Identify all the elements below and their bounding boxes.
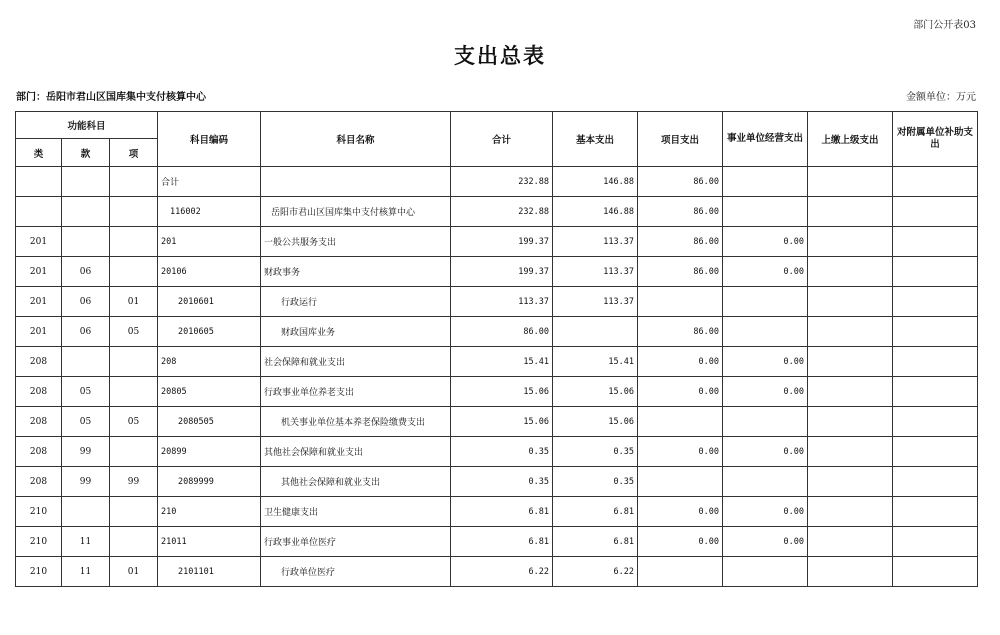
cell-code: 20106: [158, 257, 261, 287]
cell-code: 2089999: [158, 467, 261, 497]
cell-total: 15.41: [451, 347, 553, 377]
cell-basic: 113.37: [553, 257, 638, 287]
table-row: [16, 227, 978, 257]
cell-xiang: [110, 437, 158, 467]
table-row: [16, 407, 978, 437]
amount-unit-label: 金额单位：万元: [906, 92, 976, 103]
cell-total: 199.37: [451, 227, 553, 257]
cell-lei: 210: [16, 497, 62, 527]
cell-basic: 113.37: [553, 227, 638, 257]
cell-basic: [553, 317, 638, 347]
cell-total: 232.88: [451, 197, 553, 227]
cell-code: 2080505: [158, 407, 261, 437]
cell-lei: 208: [16, 407, 62, 437]
table-row: [16, 467, 978, 497]
cell-kuan: [62, 197, 110, 227]
cell-total: 15.06: [451, 407, 553, 437]
cell-operating: [723, 557, 808, 587]
cell-code: 20805: [158, 377, 261, 407]
cell-kuan: 06: [62, 287, 110, 317]
cell-operating: 0.00: [723, 347, 808, 377]
table-row: [16, 377, 978, 407]
cell-lei: 208: [16, 377, 62, 407]
cell-upper: [808, 467, 893, 497]
cell-kuan: 11: [62, 527, 110, 557]
header-upper: 上缴上级支出: [808, 112, 893, 167]
cell-operating: [723, 317, 808, 347]
cell-project: [638, 467, 723, 497]
cell-basic: 0.35: [553, 467, 638, 497]
cell-subsidiary: [893, 557, 978, 587]
table-row: [16, 497, 978, 527]
cell-project: 86.00: [638, 167, 723, 197]
cell-upper: [808, 197, 893, 227]
cell-project: 0.00: [638, 347, 723, 377]
cell-kuan: 06: [62, 257, 110, 287]
cell-kuan: [62, 347, 110, 377]
cell-name: 其他社会保障和就业支出: [261, 467, 451, 497]
cell-operating: [723, 287, 808, 317]
cell-basic: 113.37: [553, 287, 638, 317]
cell-kuan: 06: [62, 317, 110, 347]
cell-xiang: 99: [110, 467, 158, 497]
cell-total: 6.22: [451, 557, 553, 587]
cell-basic: 15.06: [553, 407, 638, 437]
cell-upper: [808, 347, 893, 377]
table-row: [16, 167, 978, 197]
cell-subsidiary: [893, 287, 978, 317]
cell-xiang: [110, 347, 158, 377]
cell-total: 15.06: [451, 377, 553, 407]
header-total: 合计: [451, 112, 553, 167]
cell-basic: 146.88: [553, 167, 638, 197]
table-row: [16, 317, 978, 347]
cell-kuan: 11: [62, 557, 110, 587]
cell-code: 116002: [158, 197, 261, 227]
cell-xiang: 01: [110, 287, 158, 317]
cell-subsidiary: [893, 227, 978, 257]
cell-upper: [808, 167, 893, 197]
cell-name: 财政国库业务: [261, 317, 451, 347]
cell-basic: 0.35: [553, 437, 638, 467]
cell-upper: [808, 227, 893, 257]
cell-basic: 6.81: [553, 527, 638, 557]
cell-upper: [808, 527, 893, 557]
cell-subsidiary: [893, 347, 978, 377]
cell-total: 232.88: [451, 167, 553, 197]
cell-basic: 6.22: [553, 557, 638, 587]
cell-upper: [808, 377, 893, 407]
cell-operating: [723, 407, 808, 437]
cell-basic: 15.41: [553, 347, 638, 377]
cell-lei: [16, 197, 62, 227]
cell-lei: 201: [16, 227, 62, 257]
cell-total: 0.35: [451, 437, 553, 467]
cell-project: 86.00: [638, 257, 723, 287]
cell-subsidiary: [893, 167, 978, 197]
cell-project: 0.00: [638, 437, 723, 467]
cell-name: 财政事务: [261, 257, 451, 287]
cell-basic: 6.81: [553, 497, 638, 527]
cell-project: 0.00: [638, 497, 723, 527]
table-row: [16, 287, 978, 317]
cell-project: 86.00: [638, 197, 723, 227]
cell-kuan: 05: [62, 377, 110, 407]
cell-upper: [808, 407, 893, 437]
cell-name: 卫生健康支出: [261, 497, 451, 527]
header-name: 科目名称: [261, 112, 451, 167]
cell-lei: 201: [16, 287, 62, 317]
cell-upper: [808, 257, 893, 287]
table-row: [16, 347, 978, 377]
cell-upper: [808, 497, 893, 527]
cell-code: 2010605: [158, 317, 261, 347]
cell-lei: 208: [16, 347, 62, 377]
cell-subsidiary: [893, 257, 978, 287]
cell-code: 21011: [158, 527, 261, 557]
cell-upper: [808, 317, 893, 347]
header-project: 项目支出: [638, 112, 723, 167]
cell-lei: 208: [16, 437, 62, 467]
cell-subsidiary: [893, 497, 978, 527]
cell-basic: 146.88: [553, 197, 638, 227]
cell-xiang: 05: [110, 407, 158, 437]
cell-code: 208: [158, 347, 261, 377]
cell-kuan: 05: [62, 407, 110, 437]
cell-upper: [808, 437, 893, 467]
cell-name: 行政单位医疗: [261, 557, 451, 587]
cell-xiang: [110, 227, 158, 257]
cell-name: 其他社会保障和就业支出: [261, 437, 451, 467]
cell-operating: [723, 167, 808, 197]
cell-project: 0.00: [638, 377, 723, 407]
cell-xiang: [110, 197, 158, 227]
cell-project: 0.00: [638, 527, 723, 557]
department-label: 部门：岳阳市君山区国库集中支付核算中心: [16, 92, 206, 103]
cell-project: 86.00: [638, 317, 723, 347]
cell-xiang: 01: [110, 557, 158, 587]
table-row: [16, 527, 978, 557]
header-kuan: 款: [62, 139, 110, 167]
cell-operating: 0.00: [723, 497, 808, 527]
cell-name: 岳阳市君山区国库集中支付核算中心: [261, 197, 451, 227]
cell-operating: 0.00: [723, 227, 808, 257]
cell-kuan: [62, 167, 110, 197]
cell-project: 86.00: [638, 227, 723, 257]
cell-project: [638, 557, 723, 587]
cell-subsidiary: [893, 377, 978, 407]
cell-operating: [723, 197, 808, 227]
cell-code: 210: [158, 497, 261, 527]
cell-name: 一般公共服务支出: [261, 227, 451, 257]
cell-subsidiary: [893, 407, 978, 437]
cell-kuan: 99: [62, 437, 110, 467]
cell-lei: [16, 167, 62, 197]
cell-operating: 0.00: [723, 257, 808, 287]
cell-name: 机关事业单位基本养老保险缴费支出: [261, 407, 451, 437]
cell-project: [638, 287, 723, 317]
cell-total: 0.35: [451, 467, 553, 497]
cell-operating: [723, 467, 808, 497]
cell-lei: 210: [16, 557, 62, 587]
header-xiang: 项: [110, 139, 158, 167]
cell-code: 201: [158, 227, 261, 257]
cell-name: 行政运行: [261, 287, 451, 317]
cell-name: [261, 167, 451, 197]
cell-kuan: 99: [62, 467, 110, 497]
expenditure-table: [15, 111, 978, 587]
cell-name: 社会保障和就业支出: [261, 347, 451, 377]
cell-total: 6.81: [451, 527, 553, 557]
header-operating: 事业单位经营支出: [723, 112, 808, 167]
cell-total: 6.81: [451, 497, 553, 527]
cell-xiang: 05: [110, 317, 158, 347]
cell-name: 行政事业单位养老支出: [261, 377, 451, 407]
page-title: 支出总表: [454, 44, 546, 68]
cell-name: 行政事业单位医疗: [261, 527, 451, 557]
cell-xiang: [110, 257, 158, 287]
cell-subsidiary: [893, 317, 978, 347]
cell-lei: 208: [16, 467, 62, 497]
header-func-subject: 功能科目: [16, 112, 158, 139]
cell-code: 2101101: [158, 557, 261, 587]
table-row: [16, 437, 978, 467]
form-number: 部门公开表03: [913, 20, 976, 31]
table-row: [16, 557, 978, 587]
cell-subsidiary: [893, 437, 978, 467]
header-code: 科目编码: [158, 112, 261, 167]
cell-total: 113.37: [451, 287, 553, 317]
cell-xiang: [110, 497, 158, 527]
header-subsidiary: 对附属单位补助支出: [893, 112, 978, 167]
cell-code: 合计: [158, 167, 261, 197]
header-basic: 基本支出: [553, 112, 638, 167]
cell-subsidiary: [893, 527, 978, 557]
table-body: [16, 167, 978, 587]
table-row: [16, 197, 978, 227]
table-row: [16, 257, 978, 287]
cell-basic: 15.06: [553, 377, 638, 407]
cell-lei: 201: [16, 317, 62, 347]
cell-subsidiary: [893, 197, 978, 227]
cell-xiang: [110, 527, 158, 557]
cell-upper: [808, 287, 893, 317]
cell-operating: 0.00: [723, 377, 808, 407]
cell-upper: [808, 557, 893, 587]
cell-kuan: [62, 227, 110, 257]
cell-project: [638, 407, 723, 437]
cell-operating: 0.00: [723, 437, 808, 467]
cell-lei: 201: [16, 257, 62, 287]
cell-subsidiary: [893, 467, 978, 497]
cell-operating: 0.00: [723, 527, 808, 557]
cell-kuan: [62, 497, 110, 527]
cell-total: 86.00: [451, 317, 553, 347]
cell-lei: 210: [16, 527, 62, 557]
cell-xiang: [110, 377, 158, 407]
cell-code: 20899: [158, 437, 261, 467]
cell-code: 2010601: [158, 287, 261, 317]
cell-xiang: [110, 167, 158, 197]
cell-total: 199.37: [451, 257, 553, 287]
header-lei: 类: [16, 139, 62, 167]
